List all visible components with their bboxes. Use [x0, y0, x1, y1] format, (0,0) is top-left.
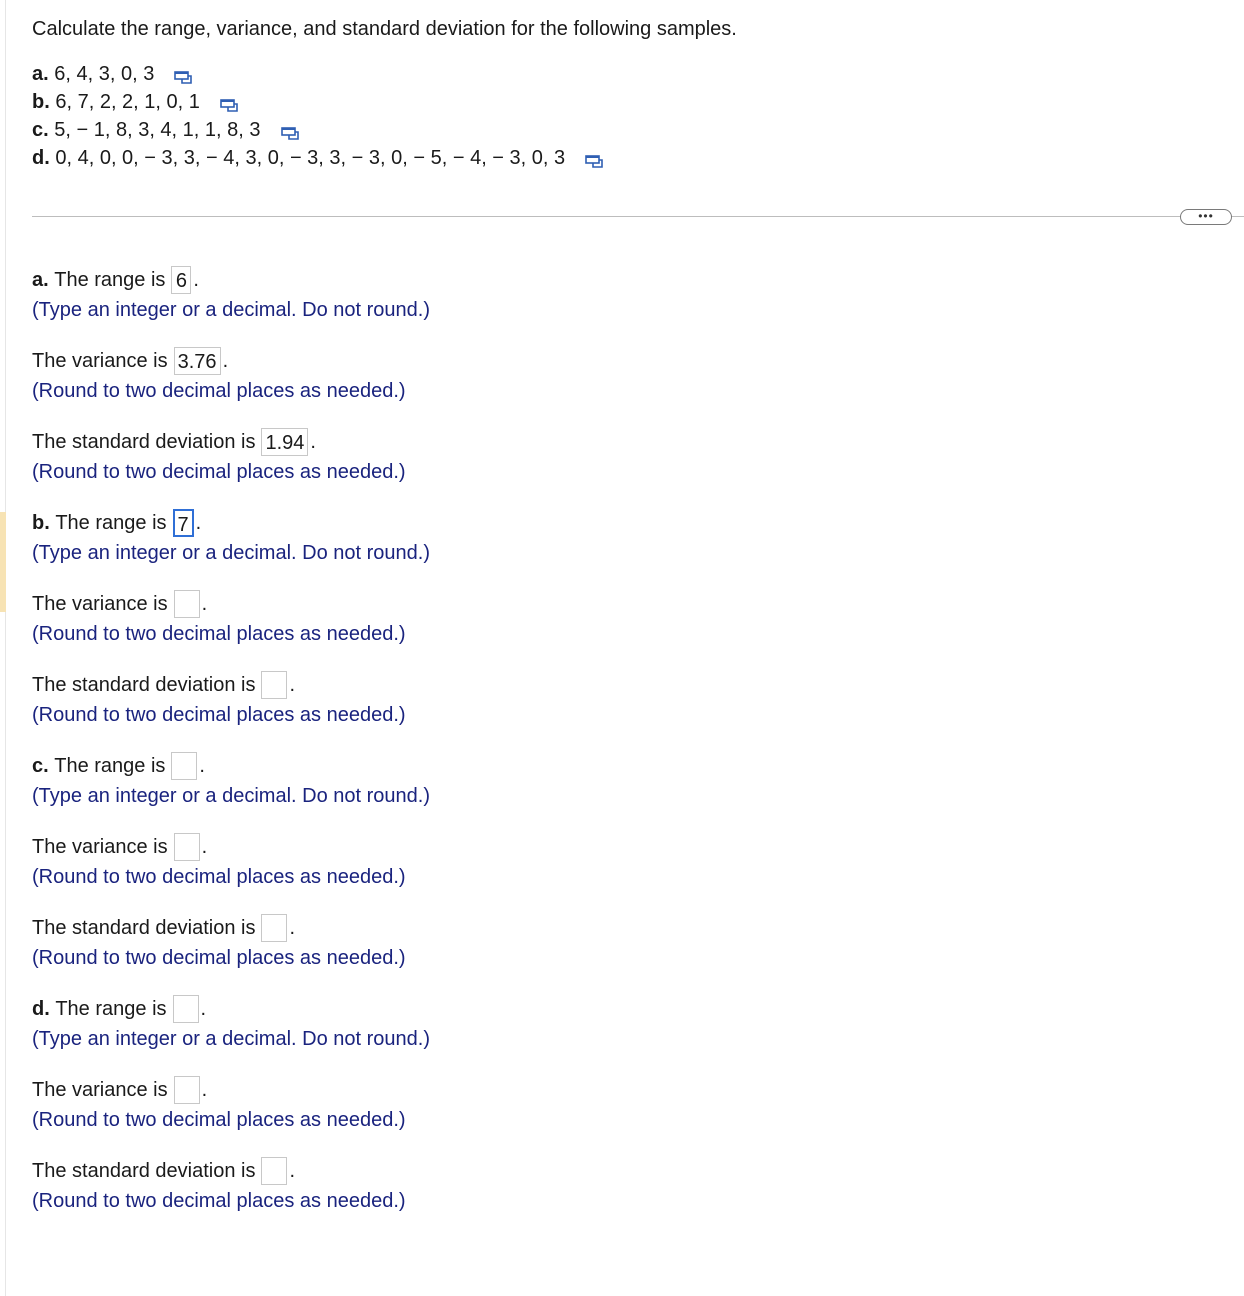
range-prompt: The range is	[54, 755, 166, 777]
sd-hint: (Round to two decimal places as needed.)	[32, 461, 406, 483]
sample-label: d.	[32, 147, 50, 169]
variance-hint: (Round to two decimal places as needed.)	[32, 1109, 406, 1131]
samples-list	[32, 60, 605, 172]
variance-answer-box[interactable]	[174, 833, 200, 861]
period: .	[195, 512, 202, 534]
period: .	[222, 350, 229, 372]
sample-label: b.	[32, 91, 50, 113]
period: .	[289, 674, 296, 696]
range-prompt: The range is	[55, 512, 167, 534]
variance-answer-box[interactable]	[174, 1076, 200, 1104]
sd-answer-box[interactable]: 1.94	[261, 428, 308, 456]
sd-hint: (Round to two decimal places as needed.)	[32, 704, 406, 726]
part-d-sd	[32, 1156, 406, 1216]
range-answer-box[interactable]	[173, 995, 199, 1023]
sample-a	[32, 60, 605, 88]
part-b-range	[32, 508, 430, 568]
sample-label: a.	[32, 63, 49, 85]
sample-values: 6, 4, 3, 0, 3	[54, 63, 155, 85]
sample-label: c.	[32, 119, 49, 141]
sd-answer-box[interactable]	[261, 1157, 287, 1185]
variance-prompt: The variance is	[32, 836, 168, 858]
section-divider	[32, 216, 1244, 217]
variance-hint: (Round to two decimal places as needed.)	[32, 380, 406, 402]
part-label: b.	[32, 512, 50, 534]
sd-prompt: The standard deviation is	[32, 917, 256, 939]
variance-hint: (Round to two decimal places as needed.)	[32, 866, 406, 888]
question-text: Calculate the range, variance, and standard deviation for the following samples.	[32, 18, 737, 40]
sd-hint: (Round to two decimal places as needed.)	[32, 1190, 406, 1212]
part-d-variance	[32, 1075, 406, 1135]
part-b-variance	[32, 589, 406, 649]
sd-prompt: The standard deviation is	[32, 431, 256, 453]
part-b-sd	[32, 670, 406, 730]
period: .	[201, 593, 208, 615]
variance-hint: (Round to two decimal places as needed.)	[32, 623, 406, 645]
more-options-button[interactable]: •••	[1180, 209, 1232, 225]
range-answer-box[interactable]	[171, 752, 197, 780]
part-label: a.	[32, 269, 49, 291]
sample-values: 0, 4, 0, 0, − 3, 3, − 4, 3, 0, − 3, 3, − 3, 0, − 5, − 4, − 3, 0, 3	[55, 147, 566, 169]
period: .	[200, 998, 207, 1020]
active-part-marker	[0, 512, 6, 612]
part-a-sd	[32, 427, 406, 487]
sample-b	[32, 88, 605, 116]
left-gutter-rule	[5, 0, 6, 1296]
variance-prompt: The variance is	[32, 1079, 168, 1101]
part-d-range	[32, 994, 430, 1054]
part-label: d.	[32, 998, 50, 1020]
variance-prompt: The variance is	[32, 593, 168, 615]
sd-answer-box[interactable]	[261, 671, 287, 699]
sample-d	[32, 144, 605, 172]
sd-answer-box[interactable]	[261, 914, 287, 942]
variance-answer-box[interactable]	[174, 590, 200, 618]
sd-prompt: The standard deviation is	[32, 1160, 256, 1182]
part-c-sd	[32, 913, 406, 973]
period: .	[199, 755, 205, 777]
range-hint: (Type an integer or a decimal. Do not round.)	[32, 299, 430, 321]
variance-prompt: The variance is	[32, 350, 168, 372]
sd-prompt: The standard deviation is	[32, 674, 256, 696]
variance-answer-box[interactable]: 3.76	[174, 347, 221, 375]
period: .	[310, 431, 316, 453]
range-hint: (Type an integer or a decimal. Do not round.)	[32, 785, 430, 807]
sd-hint: (Round to two decimal places as needed.)	[32, 947, 406, 969]
sample-values: 5, − 1, 8, 3, 4, 1, 1, 8, 3	[54, 119, 261, 141]
period: .	[201, 836, 208, 858]
part-a-range	[32, 265, 430, 325]
range-prompt: The range is	[55, 998, 167, 1020]
period: .	[193, 269, 199, 291]
sample-c	[32, 116, 605, 144]
range-hint: (Type an integer or a decimal. Do not round.)	[32, 542, 430, 564]
part-a-variance	[32, 346, 406, 406]
copy-data-icon[interactable]	[220, 94, 240, 110]
period: .	[201, 1079, 208, 1101]
part-c-range	[32, 751, 430, 811]
part-label: c.	[32, 755, 49, 777]
part-c-variance	[32, 832, 406, 892]
copy-data-icon[interactable]	[281, 122, 301, 138]
range-answer-box[interactable]: 6	[171, 266, 191, 294]
copy-data-icon[interactable]	[585, 150, 605, 166]
range-hint: (Type an integer or a decimal. Do not round.)	[32, 1028, 430, 1050]
sample-values: 6, 7, 2, 2, 1, 0, 1	[55, 91, 200, 113]
copy-data-icon[interactable]	[174, 66, 194, 82]
period: .	[289, 917, 296, 939]
range-prompt: The range is	[54, 269, 166, 291]
range-answer-box[interactable]: 7	[173, 509, 194, 537]
period: .	[289, 1160, 296, 1182]
